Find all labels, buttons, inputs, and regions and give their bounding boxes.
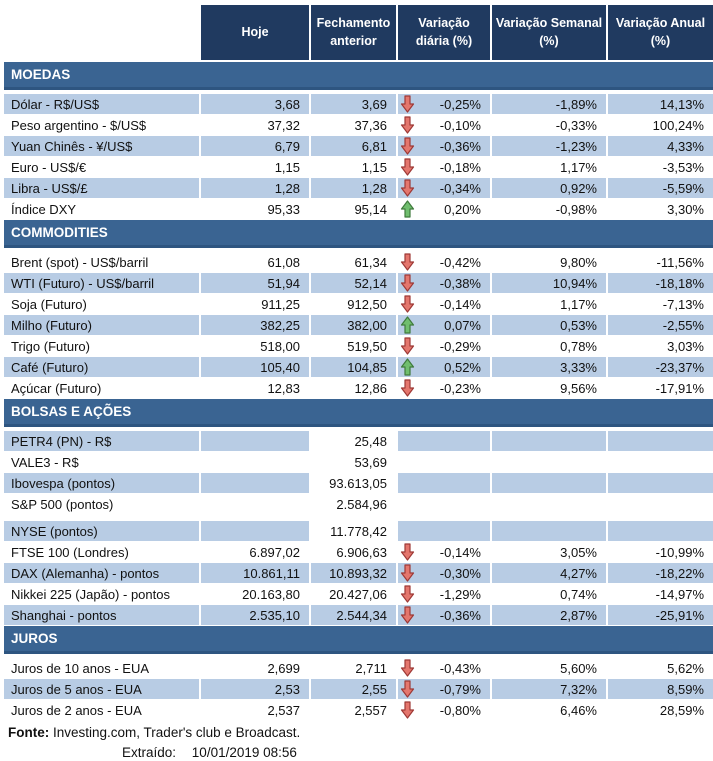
- trend-icon: [398, 453, 418, 471]
- fechamento-anterior-cell: 2,557: [311, 700, 398, 720]
- hoje-cell: 382,25: [201, 315, 311, 335]
- down-arrow-icon: [398, 274, 418, 292]
- hoje-cell: 518,00: [201, 336, 311, 356]
- variacao-diaria-value: -0,29%: [439, 338, 481, 354]
- variacao-anual-cell: 14,13%: [608, 94, 713, 114]
- variacao-semanal-cell: 3,33%: [492, 357, 608, 377]
- down-arrow-icon: [398, 95, 418, 113]
- row-label-cell: Juros de 5 anos - EUA: [4, 679, 201, 699]
- row-label-cell: FTSE 100 (Londres): [4, 542, 201, 562]
- row-label-cell: Ibovespa (pontos): [4, 473, 201, 493]
- table-row: [4, 178, 713, 198]
- trend-icon: [398, 474, 418, 492]
- row-label-cell: Café (Futuro): [4, 357, 201, 377]
- fechamento-anterior-cell: 2,55: [311, 679, 398, 699]
- hoje-cell: 95,33: [201, 199, 311, 219]
- variacao-diaria-value: -0,79%: [439, 681, 481, 697]
- fechamento-anterior-cell: 1,15: [311, 157, 398, 177]
- table-row: [4, 431, 713, 451]
- variacao-diaria-cell: [398, 605, 492, 625]
- row-label-cell: Índice DXY: [4, 199, 201, 219]
- variacao-diaria-cell: [398, 336, 492, 356]
- table-row: [4, 378, 713, 398]
- section-header: [4, 62, 713, 90]
- variacao-semanal-cell: [492, 521, 608, 541]
- section-header: [4, 399, 713, 427]
- variacao-semanal-cell: 0,92%: [492, 178, 608, 198]
- hoje-cell: 10.861,11: [201, 563, 311, 583]
- row-label-cell: S&P 500 (pontos): [4, 494, 201, 514]
- variacao-diaria-value: -0,25%: [439, 96, 481, 112]
- hoje-cell: 6,79: [201, 136, 311, 156]
- down-arrow-icon: [398, 606, 418, 624]
- variacao-semanal-cell: 0,78%: [492, 336, 608, 356]
- table-row: [4, 494, 713, 514]
- variacao-diaria-value: -0,42%: [439, 254, 481, 270]
- variacao-semanal-cell: -1,89%: [492, 94, 608, 114]
- down-arrow-icon: [398, 585, 418, 603]
- hoje-cell: 6.897,02: [201, 542, 311, 562]
- variacao-diaria-cell: [398, 431, 492, 451]
- hoje-cell: 3,68: [201, 94, 311, 114]
- row-label-cell: Trigo (Futuro): [4, 336, 201, 356]
- table-row: [4, 273, 713, 293]
- variacao-anual-cell: -2,55%: [608, 315, 713, 335]
- variacao-anual-cell: [608, 494, 713, 514]
- variacao-diaria-cell: [398, 178, 492, 198]
- table-row: [4, 563, 713, 583]
- hoje-cell: 2,53: [201, 679, 311, 699]
- variacao-anual-cell: -7,13%: [662, 296, 704, 312]
- section-title: JUROS: [11, 631, 58, 646]
- section-title: COMMODITIES: [11, 225, 108, 240]
- extracted-line: [8, 744, 713, 761]
- variacao-anual-cell: 100,24%: [652, 117, 704, 133]
- variacao-semanal-cell: 4,27%: [492, 563, 608, 583]
- up-arrow-icon: [398, 200, 418, 218]
- table-section: [4, 220, 713, 398]
- variacao-diaria-cell: [398, 700, 492, 720]
- variacao-anual-cell: 28,59%: [659, 702, 704, 718]
- table-row: [4, 115, 713, 135]
- variacao-anual-cell: -14,97%: [655, 586, 704, 602]
- row-label-cell: Brent (spot) - US$/barril: [4, 252, 201, 272]
- table-row: [4, 94, 713, 114]
- variacao-anual-cell: 3,03%: [667, 338, 704, 354]
- row-label-cell: Peso argentino - $/US$: [4, 115, 201, 135]
- fechamento-anterior-cell: 93.613,05: [311, 473, 398, 493]
- variacao-semanal-cell: [492, 431, 608, 451]
- up-arrow-icon: [398, 358, 418, 376]
- header-corner-spacer: [4, 5, 201, 60]
- variacao-diaria-cell: [398, 542, 492, 562]
- variacao-diaria-value: -0,36%: [439, 138, 481, 154]
- variacao-diaria-cell: [398, 136, 492, 156]
- table-section: [4, 626, 713, 720]
- variacao-semanal-cell: 0,74%: [492, 584, 608, 604]
- hoje-cell: 37,32: [201, 115, 311, 135]
- down-arrow-icon: [398, 543, 418, 561]
- trend-icon: [398, 432, 418, 450]
- table-row: [4, 136, 713, 156]
- down-arrow-icon: [398, 137, 418, 155]
- variacao-diaria-cell: [398, 157, 492, 177]
- variacao-semanal-cell: -1,23%: [492, 136, 608, 156]
- variacao-semanal-cell: [492, 452, 608, 472]
- column-header-variacao-diaria: Variação diária (%): [398, 5, 492, 60]
- down-arrow-icon: [398, 337, 418, 355]
- table-row: [4, 452, 713, 472]
- variacao-anual-cell: -18,18%: [608, 273, 713, 293]
- fechamento-anterior-cell: 6,81: [311, 136, 398, 156]
- hoje-cell: [201, 431, 311, 451]
- section-header: [4, 626, 713, 654]
- table-row: [4, 157, 713, 177]
- source-label: Fonte:: [8, 725, 50, 740]
- column-header-variacao-semanal: Variação Semanal (%): [492, 5, 608, 60]
- variacao-anual-cell: -17,91%: [655, 380, 704, 396]
- table-row: [4, 315, 713, 335]
- row-label-cell: Shanghai - pontos: [4, 605, 201, 625]
- source-text: Investing.com, Trader's club e Broadcast.: [53, 725, 301, 740]
- variacao-diaria-cell: [398, 252, 492, 272]
- extracted-label: Extraído:: [122, 744, 177, 760]
- variacao-diaria-cell: [398, 452, 492, 472]
- fechamento-anterior-cell: 6.906,63: [311, 542, 398, 562]
- variacao-diaria-cell: [398, 273, 492, 293]
- up-arrow-icon: [398, 316, 418, 334]
- hoje-cell: 1,28: [201, 178, 311, 198]
- row-label-cell: Juros de 10 anos - EUA: [4, 658, 201, 678]
- variacao-diaria-cell: [398, 494, 492, 514]
- fechamento-anterior-cell: 61,34: [311, 252, 398, 272]
- hoje-cell: 61,08: [201, 252, 311, 272]
- fechamento-anterior-cell: 25,48: [311, 431, 398, 451]
- section-title: MOEDAS: [11, 67, 71, 82]
- variacao-diaria-cell: [398, 563, 492, 583]
- variacao-diaria-value: 0,52%: [444, 359, 481, 375]
- table-header: [4, 5, 713, 60]
- hoje-cell: 2,537: [201, 700, 311, 720]
- row-label-cell: Juros de 2 anos - EUA: [4, 700, 201, 720]
- table-row: [4, 679, 713, 699]
- column-header-fechamento: Fechamento anterior: [311, 5, 398, 60]
- table-section: [4, 62, 713, 219]
- variacao-semanal-cell: 5,60%: [492, 658, 608, 678]
- variacao-diaria-value: -0,10%: [439, 117, 481, 133]
- variacao-diaria-cell: [398, 357, 492, 377]
- variacao-diaria-value: -0,38%: [439, 275, 481, 291]
- variacao-anual-cell: -18,22%: [608, 563, 713, 583]
- fechamento-anterior-cell: 3,69: [311, 94, 398, 114]
- section-title: BOLSAS E AÇÕES: [11, 404, 132, 419]
- variacao-anual-cell: -11,56%: [656, 254, 704, 270]
- fechamento-anterior-cell: 11.778,42: [311, 521, 398, 541]
- variacao-anual-cell: [608, 473, 713, 493]
- variacao-semanal-cell: 2,87%: [492, 605, 608, 625]
- table-row: [4, 658, 713, 678]
- fechamento-anterior-cell: 37,36: [311, 115, 398, 135]
- row-label-cell: Libra - US$/£: [4, 178, 201, 198]
- fechamento-anterior-cell: 2,711: [311, 658, 398, 678]
- table-row: [4, 473, 713, 493]
- down-arrow-icon: [398, 158, 418, 176]
- table-section: [4, 399, 713, 625]
- variacao-diaria-value: 0,07%: [444, 317, 481, 333]
- table-row: [4, 584, 713, 604]
- row-label-cell: NYSE (pontos): [4, 521, 201, 541]
- variacao-anual-cell: [608, 452, 713, 472]
- variacao-diaria-cell: [398, 94, 492, 114]
- hoje-cell: [201, 452, 311, 472]
- variacao-semanal-cell: -0,33%: [492, 115, 608, 135]
- variacao-semanal-cell: 10,94%: [492, 273, 608, 293]
- row-label-cell: PETR4 (PN) - R$: [4, 431, 201, 451]
- fechamento-anterior-cell: 1,28: [311, 178, 398, 198]
- variacao-semanal-cell: 7,32%: [492, 679, 608, 699]
- fechamento-anterior-cell: 10.893,32: [311, 563, 398, 583]
- variacao-anual-cell: -3,53%: [662, 159, 704, 175]
- variacao-diaria-value: -0,14%: [439, 544, 481, 560]
- down-arrow-icon: [398, 379, 418, 397]
- section-header: [4, 220, 713, 248]
- variacao-semanal-cell: [492, 473, 608, 493]
- down-arrow-icon: [398, 680, 418, 698]
- fechamento-anterior-cell: 912,50: [311, 294, 398, 314]
- variacao-diaria-value: -0,30%: [439, 565, 481, 581]
- down-arrow-icon: [398, 701, 418, 719]
- variacao-diaria-value: 0,20%: [444, 201, 481, 217]
- variacao-diaria-cell: [398, 584, 492, 604]
- fechamento-anterior-cell: 2.584,96: [311, 494, 398, 514]
- variacao-anual-cell: [608, 431, 713, 451]
- variacao-diaria-cell: [398, 473, 492, 493]
- hoje-cell: [201, 521, 311, 541]
- variacao-diaria-value: -0,14%: [439, 296, 481, 312]
- variacao-diaria-value: -0,43%: [439, 660, 481, 676]
- variacao-diaria-cell: [398, 315, 492, 335]
- hoje-cell: 2,699: [201, 658, 311, 678]
- variacao-anual-cell: -10,99%: [655, 544, 704, 560]
- fechamento-anterior-cell: 104,85: [311, 357, 398, 377]
- variacao-anual-cell: 5,62%: [667, 660, 704, 676]
- hoje-cell: [201, 473, 311, 493]
- hoje-cell: 51,94: [201, 273, 311, 293]
- table-row: [4, 542, 713, 562]
- row-label-cell: VALE3 - R$: [4, 452, 201, 472]
- variacao-anual-cell: 8,59%: [608, 679, 713, 699]
- fechamento-anterior-cell: 20.427,06: [311, 584, 398, 604]
- down-arrow-icon: [398, 295, 418, 313]
- row-label-cell: Euro - US$/€: [4, 157, 201, 177]
- row-label-cell: Soja (Futuro): [4, 294, 201, 314]
- table-row: [4, 521, 713, 541]
- variacao-anual-cell: -5,59%: [608, 178, 713, 198]
- variacao-diaria-cell: [398, 658, 492, 678]
- table-body: [4, 62, 713, 720]
- hoje-cell: 1,15: [201, 157, 311, 177]
- hoje-cell: 12,83: [201, 378, 311, 398]
- variacao-diaria-value: -0,36%: [439, 607, 481, 623]
- row-label-cell: Dólar - R$/US$: [4, 94, 201, 114]
- variacao-anual-cell: -23,37%: [608, 357, 713, 377]
- hoje-cell: 2.535,10: [201, 605, 311, 625]
- variacao-diaria-cell: [398, 378, 492, 398]
- down-arrow-icon: [398, 253, 418, 271]
- variacao-anual-cell: [608, 521, 713, 541]
- hoje-cell: 20.163,80: [201, 584, 311, 604]
- table-row: [4, 357, 713, 377]
- variacao-diaria-cell: [398, 199, 492, 219]
- fechamento-anterior-cell: 519,50: [311, 336, 398, 356]
- variacao-anual-cell: 4,33%: [608, 136, 713, 156]
- down-arrow-icon: [398, 659, 418, 677]
- variacao-diaria-cell: [398, 115, 492, 135]
- down-arrow-icon: [398, 564, 418, 582]
- fechamento-anterior-cell: 53,69: [311, 452, 398, 472]
- table-row: [4, 252, 713, 272]
- hoje-cell: [201, 494, 311, 514]
- row-label-cell: DAX (Alemanha) - pontos: [4, 563, 201, 583]
- table-footer: [4, 724, 713, 761]
- fechamento-anterior-cell: 382,00: [311, 315, 398, 335]
- variacao-diaria-value: -0,34%: [439, 180, 481, 196]
- down-arrow-icon: [398, 116, 418, 134]
- row-label-cell: Milho (Futuro): [4, 315, 201, 335]
- hoje-cell: 911,25: [201, 294, 311, 314]
- fechamento-anterior-cell: 12,86: [311, 378, 398, 398]
- variacao-diaria-cell: [398, 679, 492, 699]
- variacao-semanal-cell: [492, 494, 608, 514]
- row-label-cell: Yuan Chinês - ¥/US$: [4, 136, 201, 156]
- trend-icon: [398, 522, 418, 540]
- variacao-semanal-cell: 6,46%: [492, 700, 608, 720]
- variacao-diaria-value: -0,23%: [439, 380, 481, 396]
- down-arrow-icon: [398, 179, 418, 197]
- row-label-cell: WTI (Futuro) - US$/barril: [4, 273, 201, 293]
- variacao-anual-cell: -25,91%: [608, 605, 713, 625]
- variacao-semanal-cell: -0,98%: [492, 199, 608, 219]
- fechamento-anterior-cell: 52,14: [311, 273, 398, 293]
- variacao-semanal-cell: 1,17%: [492, 294, 608, 314]
- variacao-semanal-cell: 9,56%: [492, 378, 608, 398]
- row-label-cell: Nikkei 225 (Japão) - pontos: [4, 584, 201, 604]
- table-row: [4, 294, 713, 314]
- hoje-cell: 105,40: [201, 357, 311, 377]
- fechamento-anterior-cell: 2.544,34: [311, 605, 398, 625]
- variacao-semanal-cell: 0,53%: [492, 315, 608, 335]
- variacao-semanal-cell: 1,17%: [492, 157, 608, 177]
- variacao-diaria-cell: [398, 521, 492, 541]
- column-header-hoje: Hoje: [201, 5, 311, 60]
- source-line: [8, 724, 713, 742]
- table-row: [4, 700, 713, 720]
- fechamento-anterior-cell: 95,14: [311, 199, 398, 219]
- trend-icon: [398, 495, 418, 513]
- column-header-variacao-anual: Variação Anual (%): [608, 5, 713, 60]
- variacao-semanal-cell: 3,05%: [492, 542, 608, 562]
- row-label-cell: Açúcar (Futuro): [4, 378, 201, 398]
- variacao-anual-cell: 3,30%: [667, 201, 704, 217]
- variacao-diaria-value: -1,29%: [439, 586, 481, 602]
- variacao-diaria-value: -0,18%: [439, 159, 481, 175]
- variacao-diaria-value: -0,80%: [439, 702, 481, 718]
- extracted-timestamp: 10/01/2019 08:56: [191, 744, 297, 760]
- table-row: [4, 605, 713, 625]
- variacao-semanal-cell: 9,80%: [492, 252, 608, 272]
- table-row: [4, 336, 713, 356]
- variacao-diaria-cell: [398, 294, 492, 314]
- table-row: [4, 199, 713, 219]
